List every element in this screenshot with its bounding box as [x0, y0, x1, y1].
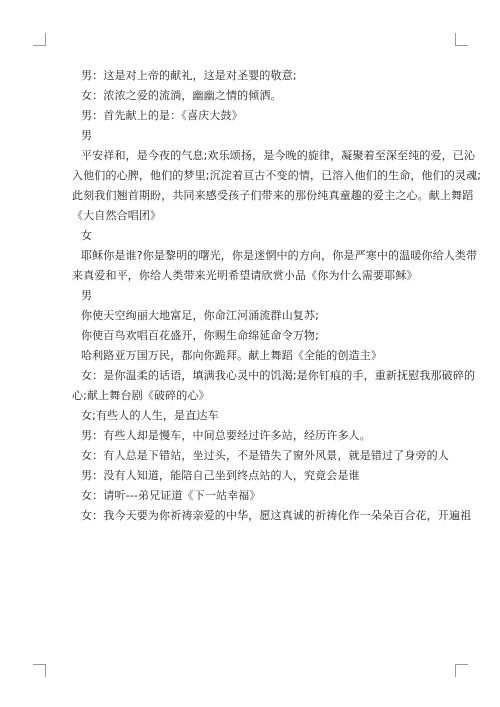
paragraph-line: 女：浓浓之爱的流淌，幽幽之情的倾洒。 [81, 89, 282, 102]
crop-mark-top-right [455, 33, 468, 46]
paragraph-line: 女：我今天要为你祈祷亲爱的中华，愿这真诚的祈祷化作一朵朵百合花，开遍祖 [81, 509, 472, 522]
paragraph-line: 《大自然合唱团》 [72, 209, 162, 222]
paragraph-line: 你使百鸟欢唱百花盛开，你赐生命绵延命令万物; [81, 329, 320, 342]
paragraph-line: 男：有些人却是慢车，中间总要经过许多站，经历许多人。 [81, 429, 371, 442]
paragraph-line: 女：是你温柔的话语，填满我心灵中的饥渴;是你钉痕的手，重新抚慰我那破碎的 [81, 369, 476, 382]
crop-mark-bottom-left [33, 664, 46, 677]
paragraph-line: 女：请听---弟兄证道《下一站幸福》 [81, 489, 261, 502]
paragraph-line: 男：没有人知道，能陪自己坐到终点站的人，究竟会是谁 [81, 469, 360, 482]
paragraph-line: 此刻我们翘首期盼，共同来感受孩子们带来的那份纯真童趣的爱主之心。献上舞蹈 [72, 189, 474, 202]
speaker-label: 男 [81, 129, 93, 142]
paragraph-line: 男：这是对上帝的献礼，这是对圣婴的敬意; [81, 69, 297, 82]
paragraph-line: 女：有人总是下错站，坐过头，不是错失了窗外风景，就是错过了身旁的人 [81, 449, 449, 462]
speaker-label: 女 [81, 229, 93, 242]
paragraph-line: 平安祥和，是今夜的气息;欢乐颂扬，是今晚的旋律，凝聚着至深至纯的爱，已沁 [81, 149, 476, 162]
paragraph-line: 哈利路亚万国万民，都向你跪拜。献上舞蹈《全能的创造主》 [81, 349, 383, 362]
paragraph-line: 男：首先献上的是：《喜庆大鼓》 [81, 109, 243, 122]
paragraph-line: 心;献上舞台剧《破碎的心》 [72, 389, 210, 402]
paragraph-line: 入他们的心脾，他们的梦里;沉淀着亘古不变的情，已溶入他们的生命，他们的灵魂; [72, 169, 482, 182]
speaker-label: 男 [81, 289, 93, 302]
crop-mark-bottom-right [455, 664, 468, 677]
paragraph-line: 女;有些人的人生，是直达车 [81, 409, 219, 422]
paragraph-line: 耶稣你是谁?你是黎明的曙光，你是迷惘中的方向，你是严寒中的温暖你给人类带 [81, 249, 478, 262]
paragraph-line: 来真爱和平，你给人类带来光明希望请欣赏小品《你为什么需要耶稣》 [72, 269, 418, 282]
document-body [72, 66, 482, 526]
paragraph-line: 你使天空绚丽大地富足，你命江河涌流群山复苏; [81, 309, 320, 322]
crop-mark-top-left [33, 33, 46, 46]
